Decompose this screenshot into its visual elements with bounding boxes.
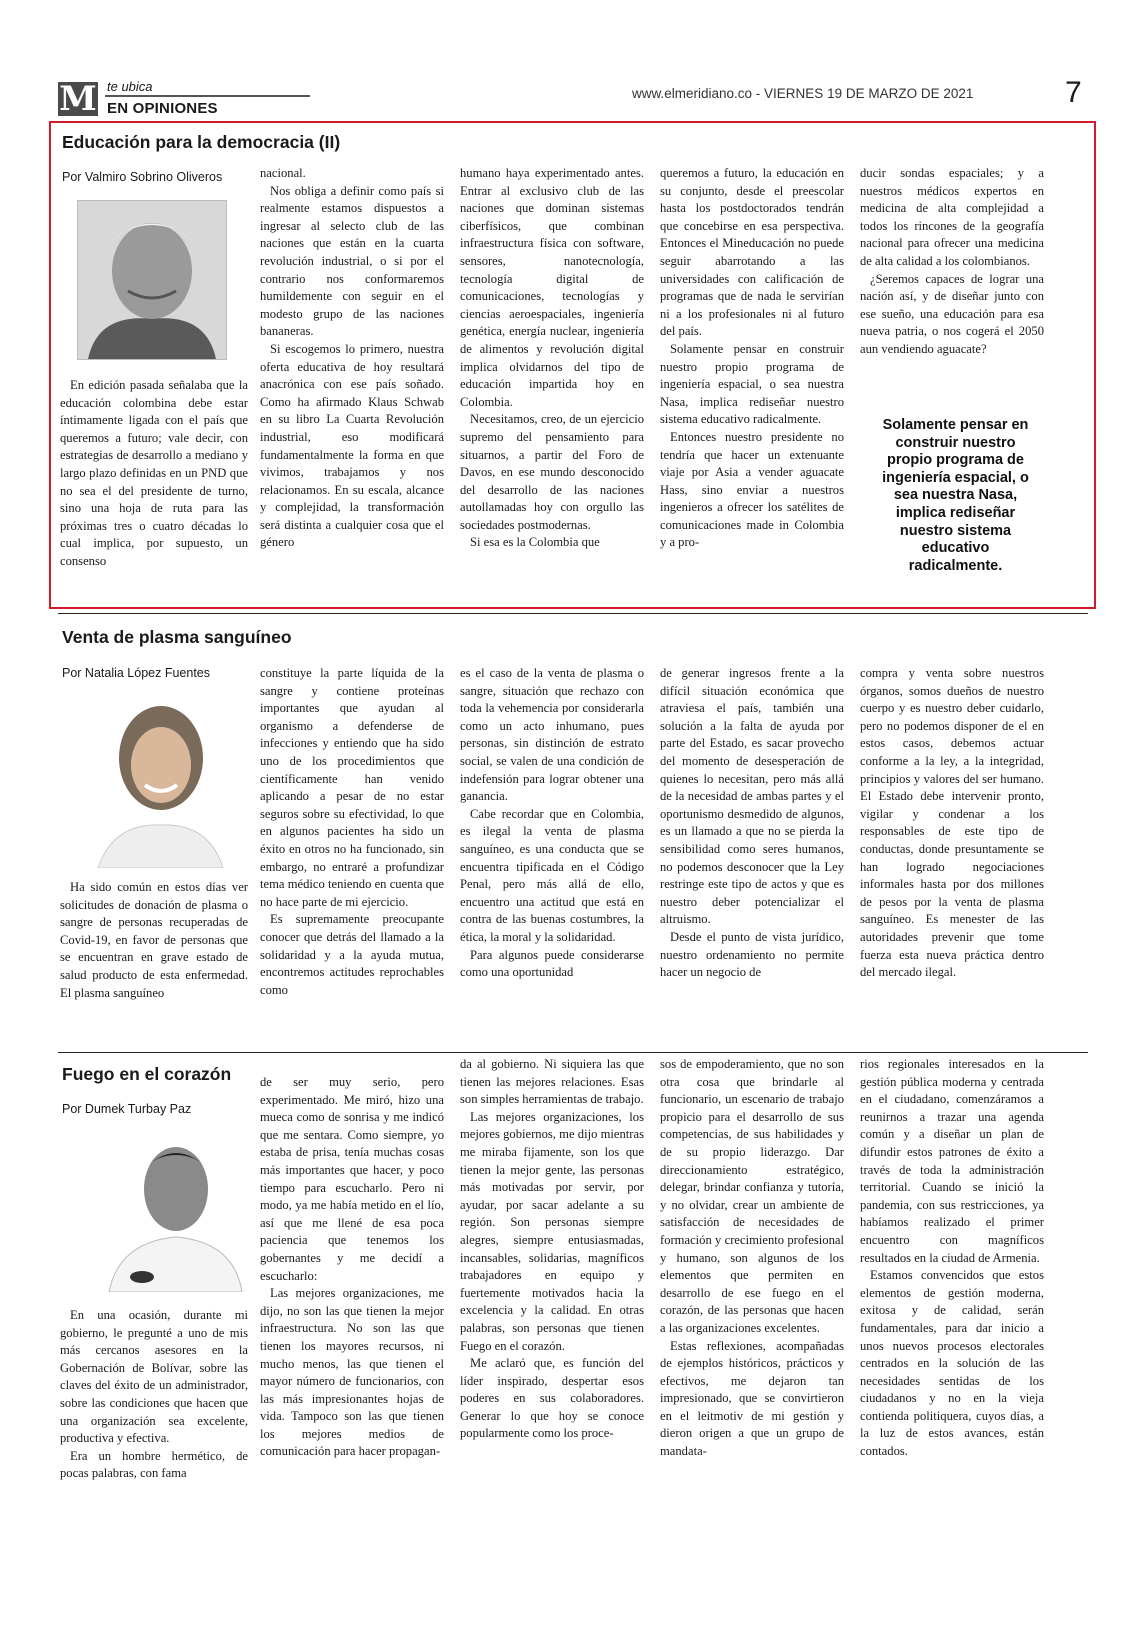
paragraph: Cabe recordar que en Colombia, es ilegal la venta de plasma sanguíneo, es una conducta que se encuentra tipificada en el Código Penal, pero más allá de ello, encuentro una actitud que está en contra de las buenas costumbres, la ética, la moral y la solidaridad.: [460, 806, 644, 944]
paragraph: queremos a futuro, la educación en su conjunto, desde el preescolar hasta los postdoctorados tendrán que concebirse en esa perspectiva. Entonces el Mineducación no puede seguir abarrotando a las universidades con calificación de programas que de nada le servirían ni a los profesionales ni al futuro del país.: [660, 166, 844, 339]
article-column-2: [260, 1074, 444, 1461]
article-column-1: [60, 879, 248, 1002]
paragraph: Estas reflexiones, acompañadas de ejemplos históricos, prácticos y efectivos, me dejaron tan impresionado, que se convirtieron en el leitmotiv de mi gestión y dieron origen a que un grupo de mandata-: [660, 1338, 844, 1459]
paragraph: Necesitamos, creo, de un ejercicio supremo del pensamiento para situarnos, a partir del Foro de Davos, en ese mundo desconocido del desarrollo de las naciones autollamadas hoy con orgullo las sociedades postmodernas.: [460, 412, 644, 532]
paragraph: Si escogemos lo primero, nuestra oferta educativa de hoy resultará anacrónica con ese país soñado. Como ha afirmado Klaus Schwab en su libro La Cuarta Revolución industrial, eso modificará fundamentalmente la forma en que vivimos, trabajamos y nos relacionamos. En su escala, alcance y complejidad, la transformación será distinta a cualquier cosa que el género: [260, 341, 444, 550]
author-photo: [104, 1127, 244, 1292]
paragraph: ducir sondas espaciales; y a nuestros médicos expertos en medicina de alta complejidad a todos los rincones de la geografía nacional para ofrecer una medicina de alta calidad a los colombianos.: [860, 166, 1044, 268]
article-column-3: [460, 1056, 644, 1443]
paragraph: Es supremamente preocupante conocer que detrás del llamado a la solidaridad y a la ayuda mutua, encontremos actitudes reprochables como: [260, 912, 444, 997]
paragraph: compra y venta sobre nuestros órganos, somos dueños de nuestro cuerpo y es nuestro deber cuidarlo, pero no podemos disponer de el en estos casos, debemos actuar conforme a la ley, a la integridad, principios y valores del ser humano. El Estado debe intervenir pronto, vigilar y condenar a los responsables de este tipo de conductas, donde presuntamente se han logrado negociaciones informales hasta por dos millones de pesos por la venta de plasma sanguíneo. Es menester de las autoridades prevenir que tome fuerza esta nueva práctica dentro del mercado ilegal.: [860, 666, 1044, 980]
article-title: Fuego en el corazón: [62, 1064, 232, 1084]
article-plasma: [58, 625, 1088, 1040]
article-title: Educación para la democracia (II): [62, 132, 341, 152]
author-photo: [77, 200, 227, 360]
paragraph: constituye la parte líquida de la sangre y contiene proteínas importantes que ayudan al organismo a defenderse de infecciones y entiendo que ha sido uno de los procedimientos que científicamente han venido aplicando a pesar de no estar seguros sobre su efectividad, lo que en algunos pacientes ha sido un éxito en otros no ha funcionado, sin embargo, no entraré a profundizar tema médico teniendo en cuenta que no hace parte de mi ejercicio.: [260, 666, 444, 909]
paragraph: Me aclaró que, es función del líder inspirado, despertar esos poderes en sus colaboradores. Generar lo que hoy se conoce popularmente como los proce-: [460, 1356, 644, 1441]
section-name: EN OPINIONES: [107, 100, 218, 117]
header-rule: [105, 95, 310, 97]
paragraph: Desde el punto de vista jurídico, nuestro ordenamiento no permite hacer un negocio de: [660, 929, 844, 980]
article-column-4: [660, 665, 844, 982]
paragraph: Si esa es la Colombia que: [470, 535, 600, 550]
article-column-5: [860, 1056, 1044, 1461]
paragraph: Las mejores organizaciones, los mejores gobiernos, me dijo mientras me miraba fijamente, son los que tienen la mejor gente, las personas más motivadas por servir, por ayudar, por sacar adelante a su región. Son personas siempre alegres, siempre entusiasmadas, incansables, solidarias, magníficos trabajadores en equipo y fuertemente motivados hacia la excelencia y la calidad. En otras palabras, son personas que tienen Fuego en el corazón.: [460, 1109, 644, 1353]
article-column-3: [460, 165, 644, 552]
paragraph: En una ocasión, durante mi gobierno, le pregunté a uno de mis más cercanos asesores en la Gobernación de Bolívar, sobre las claves del éxito de un administrador, sobre las condiciones que hacen que una organización sea excelente, productiva y efectiva.: [60, 1308, 248, 1446]
site-and-date: www.elmeridiano.co - VIERNES 19 DE MARZO DE 2021: [632, 86, 974, 101]
article-column-1: [60, 377, 248, 571]
article-column-2: [260, 165, 444, 552]
pull-quote: Solamente pensar en construir nuestro propio programa de ingeniería espacial, o sea nuestra Nasa, implica rediseñar nuestro sistema educativo radicalmente.: [882, 417, 1029, 574]
article-column-4: [660, 1056, 844, 1461]
article-title: Venta de plasma sanguíneo: [62, 627, 292, 647]
paragraph: nacional.: [260, 166, 306, 180]
article-fuego: [58, 1057, 1088, 1532]
paragraph: Estamos convencidos que estos elementos de gestión moderna, exitosa y de calidad, serán fundamentales, para dar inicio a unos nuevos procesos electorales centrados en la solución de las necesidades sentidas de los ciudadanos y no en la vieja contienda politiquera, cuyos días, a la luz de estos avances, están contados.: [860, 1268, 1044, 1459]
article-column-5: [860, 165, 1044, 359]
paragraph: Ha sido común en estos días ver solicitudes de donación de plasma o sangre de personas recuperadas de Covid-19, en favor de personas que se encuentran en grave estado de salud producto de esta enfermedad. El plasma sanguíneo: [60, 880, 248, 1000]
paragraph: rios regionales interesados en la gestión pública moderna y centrada en el ciudadano, comenzáramos a reunirnos a trazar una agenda común y a diseñar un plan de difundir estos patrones de éxito a través de toda la administración territorial. Cuando se inició la pandemia, con sus restricciones, ya habíamos realizado el primer encuentro con magníficos resultados en la ciudad de Armenia.: [860, 1057, 1044, 1265]
te-ubica-label: te ubica: [107, 79, 153, 94]
paragraph: En edición pasada señalaba que la educación colombina debe estar íntimamente ligada con el país que queremos a futuro; vale decir, con estrategias de desarrollo a mediano y largo plazo definidas en un PND que no sea el del presidente de turno, sino una hoja de ruta para las próximas tres o cuatro décadas lo cual implica, por supuesto, un consenso: [60, 378, 248, 568]
newspaper-logo: M: [59, 79, 97, 119]
article-byline: Por Valmiro Sobrino Oliveros: [62, 170, 223, 184]
article-column-3: [460, 665, 644, 982]
article-byline: Por Natalia López Fuentes: [62, 666, 211, 680]
paragraph: Era un hombre hermético, de pocas palabras, con fama: [60, 1448, 248, 1481]
paragraph: Entonces nuestro presidente no tendría que hacer un extenuante viaje por Asia a vender aguacate Hass, sino enviar a nuestros ingenieros a ofrecer los satélites de comunicaciones made in Colombia y a pro-: [660, 429, 844, 550]
article-column-5: [860, 665, 1044, 982]
paragraph: ¿Seremos capaces de lograr una nación así, y de diseñar junto con ese sueño, una educación para esa nueva patria, o nos cogerá el 2050 aun vendiendo aguacate?: [860, 271, 1044, 356]
paragraph: sos de empoderamiento, que no son otra cosa que brindarle al funcionario, un escenario de trabajo propicio para el desarrollo de sus competencias, de sus habilidades y de su propio liderazgo. Dar direccionamiento estratégico, delegar, brindar confianza y tutoría, y no olvidar, crear un ambiente de satisfacción de necesidades de formación y crecimiento profesional y humano, son algunos de los elementos que permiten en desarrollo de ese fuego en el corazón, de las personas que hacen a las organizaciones excelentes.: [660, 1057, 844, 1335]
paragraph: de ser muy serio, pero experimentado. Me miró, hizo una mueca como de sonrisa y me indicó que me sentara. Como siempre, yo estaba de prisa, tenía muchas cosas más importantes que hacer, y poco tiempo para escucharlo. Pero ni modo, ya me había metido en el lío, así que me llené de esa poca paciencia que tenemos los gobernantes y me decidí a escucharlo:: [260, 1075, 444, 1283]
article-educacion: [58, 130, 1088, 600]
author-photo: [83, 693, 238, 868]
paragraph: humano haya experimentado antes. Entrar al exclusivo club de las naciones que dominan sistemas ciberfísicos, que combinan infraestructura física con software, sensores, nanotecnología, tecnología digital de comunicaciones, tecnologías y ciencias aeroespaciales, ingeniería genética, energía nuclear, ingeniería de alimentos y revolución digital implica olvidarnos del tipo de educación impartida hoy en Colombia.: [460, 166, 644, 409]
paragraph: Nos obliga a definir como país si realmente estamos dispuestos a ingresar al selecto club de las naciones que están en la cuarta revolución industrial, o si por el contrario nos conformaremos humildemente con seguir en el modesto grupo de las naciones bananeras.: [260, 183, 444, 339]
paragraph: Solamente pensar en construir nuestro propio programa de ingeniería espacial, o sea nuestra Nasa, implica rediseñar nuestro sistema educativo radicalmente.: [660, 341, 844, 427]
paragraph: de generar ingresos frente a la difícil situación económica que atraviesa el país, también una solución a la falta de ayuda por parte del Estado, es sacar provecho del momento de desesperación de quienes lo necesitan, pero más allá de la necesidad de ambas partes y el oportunismo desmedido de algunos, es un llamado a que no se pierda la sensibilidad como seres humanos, no podemos desconocer que la Ley restringe este tipo de actos y que es nuestro deber potencializar el altruismo.: [660, 666, 844, 927]
article-divider: [58, 1052, 1088, 1053]
article-column-2: [260, 665, 444, 999]
paragraph: Las mejores organizaciones, me dijo, no son las que tienen la mejor infraestructura. No son las que tienen los mayores recursos, ni mucho menos, las que tienen el mayor número de funcionarios, con las más impresionantes hojas de vida. Tampoco son las que tienen los mejores medios de comunicación para hacer propagan-: [260, 1286, 444, 1459]
paragraph: Para algunos puede considerarse como una oportunidad: [460, 947, 644, 980]
paragraph: da al gobierno. Ni siquiera las que tienen las mejores relaciones. Esas son simples herramientas de trabajo.: [460, 1057, 644, 1107]
article-column-1: [60, 1307, 248, 1483]
paragraph: es el caso de la venta de plasma o sangre, situación que rechazo con toda la vehemencia por considerarla como un acto inhumano, pues personas, sin distinción de estrato social, se valen de una condición de indefensión para lograr obtener una ganancia.: [460, 666, 644, 804]
article-byline: Por Dumek Turbay Paz: [62, 1102, 192, 1116]
article-divider: [58, 613, 1088, 614]
article-column-4: [660, 165, 844, 552]
page-number: 7: [1065, 76, 1082, 109]
